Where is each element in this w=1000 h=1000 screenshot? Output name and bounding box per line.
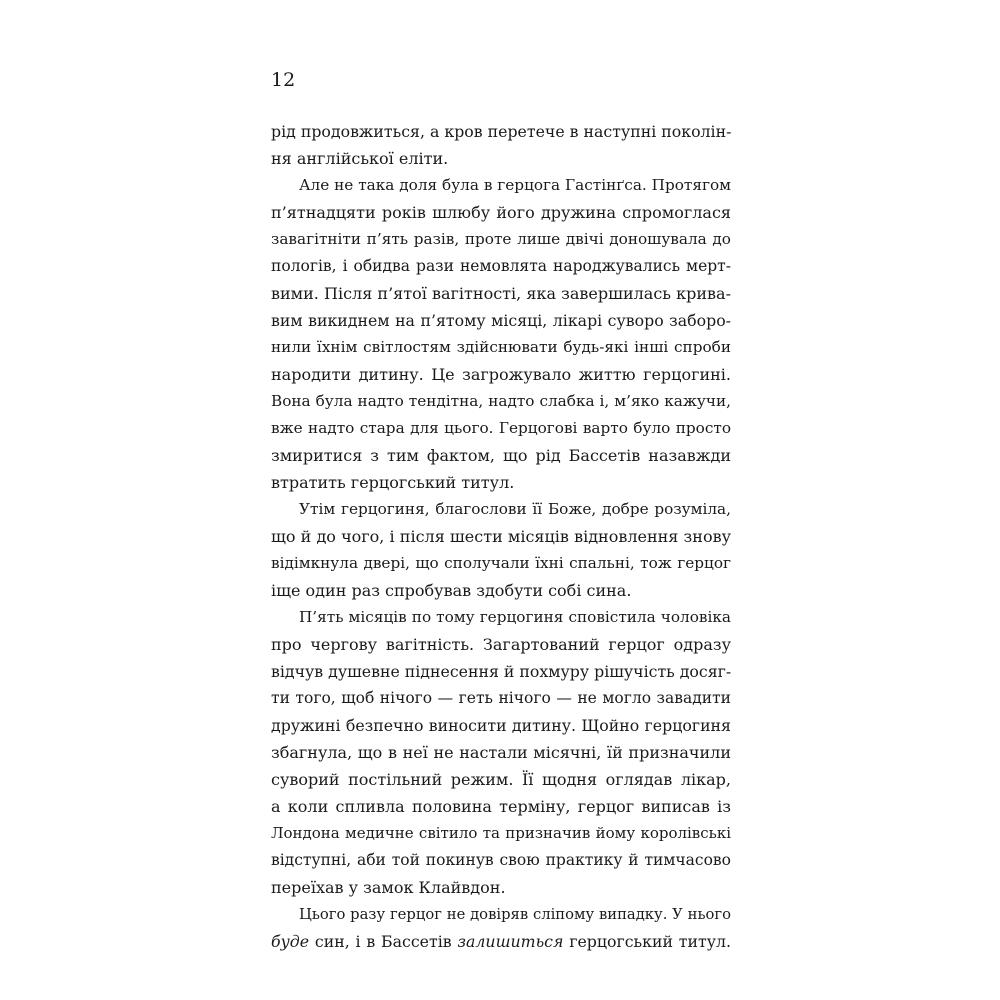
text-line: пологів, і обидва рази немовлята народжувались мерт- [271,257,731,275]
text-line: втратить герцогський титул. [271,473,515,492]
text-line: відступні, аби той покинув свою практику й тимчасово [271,851,731,869]
text-line: П’ять місяців по тому герцогиня сповістила чоловіка [299,608,731,626]
text-line-final [271,928,731,955]
text-line: дружині безпечно виносити дитину. Щойно герцогиня [271,716,731,735]
text-line: нили їхнім світлостям здійснювати будь-які інші спроби [271,338,731,356]
text-line: п’ятнадцяти років шлюбу його дружина спромоглася [271,203,731,222]
italic-word: буде [271,932,310,951]
text-line: іще один раз спробував здобути собі сина. [271,581,632,600]
text-line: вже надто стара для цього. Герцогові варто було просто [271,419,731,437]
text-line: Цього разу герцог не довіряв сліпому випадку. У нього [299,906,731,923]
text-line: вим викиднем на п’ятому місяці, лікарі суворо заборо- [271,311,731,330]
text-line: Вона була надто тендітна, надто слабка і, м’яко кажучи, [271,392,731,410]
text-line: відчув душевне піднесення й похмуру рішучість досяг- [271,662,731,681]
text-line: переїхав у замок Клайвдон. [271,878,506,897]
text-line: Але не така доля була в герцога Гастінґса. Протягом [299,176,731,194]
text-line: змиритися з тим фактом, що рід Бассетів назавжди [271,446,731,465]
text-line: народити дитину. Це загрожувало життю герцогині. [271,365,731,384]
text-line: ня англійської еліти. [271,149,449,168]
italic-word: залишиться [457,932,564,951]
text-line: відімкнула двері, що сполучали їхні спальні, тож герцог [271,554,731,572]
text-line: про чергову вагітність. Загартований герцог одразу [271,635,731,654]
text-line: ти того, щоб нічого — геть нічого — не могло завадити [271,689,731,707]
text-line: рід продовжиться, а кров перетече в наступні поколін- [271,122,731,141]
page-number: 12 [271,69,296,91]
text-line: а коли спливла половина терміну, герцог виписав із [271,797,731,816]
text-line: завагітніти п’ять разів, проте лише двічі доношувала до [271,230,731,248]
text-line: Утім герцогиня, благослови її Боже, добре розуміла, [299,500,731,518]
text-line: суворий постільний режим. Її щодня оглядав лікар, [271,770,731,789]
text-span: герцогський титул. [563,932,731,951]
text-line: збагнула, що в неї не настали місячні, їй призначили [271,743,731,762]
text-line: Лондона медичне світило та призначив йому королівські [271,824,731,842]
body-text [271,118,731,955]
text-line: що й до чого, і після шести місяців відновлення знову [271,527,731,546]
text-span: син, і в Бассетів [309,932,458,951]
text-line: вими. Після п’ятої вагітності, яка завершилась крива- [271,284,731,303]
